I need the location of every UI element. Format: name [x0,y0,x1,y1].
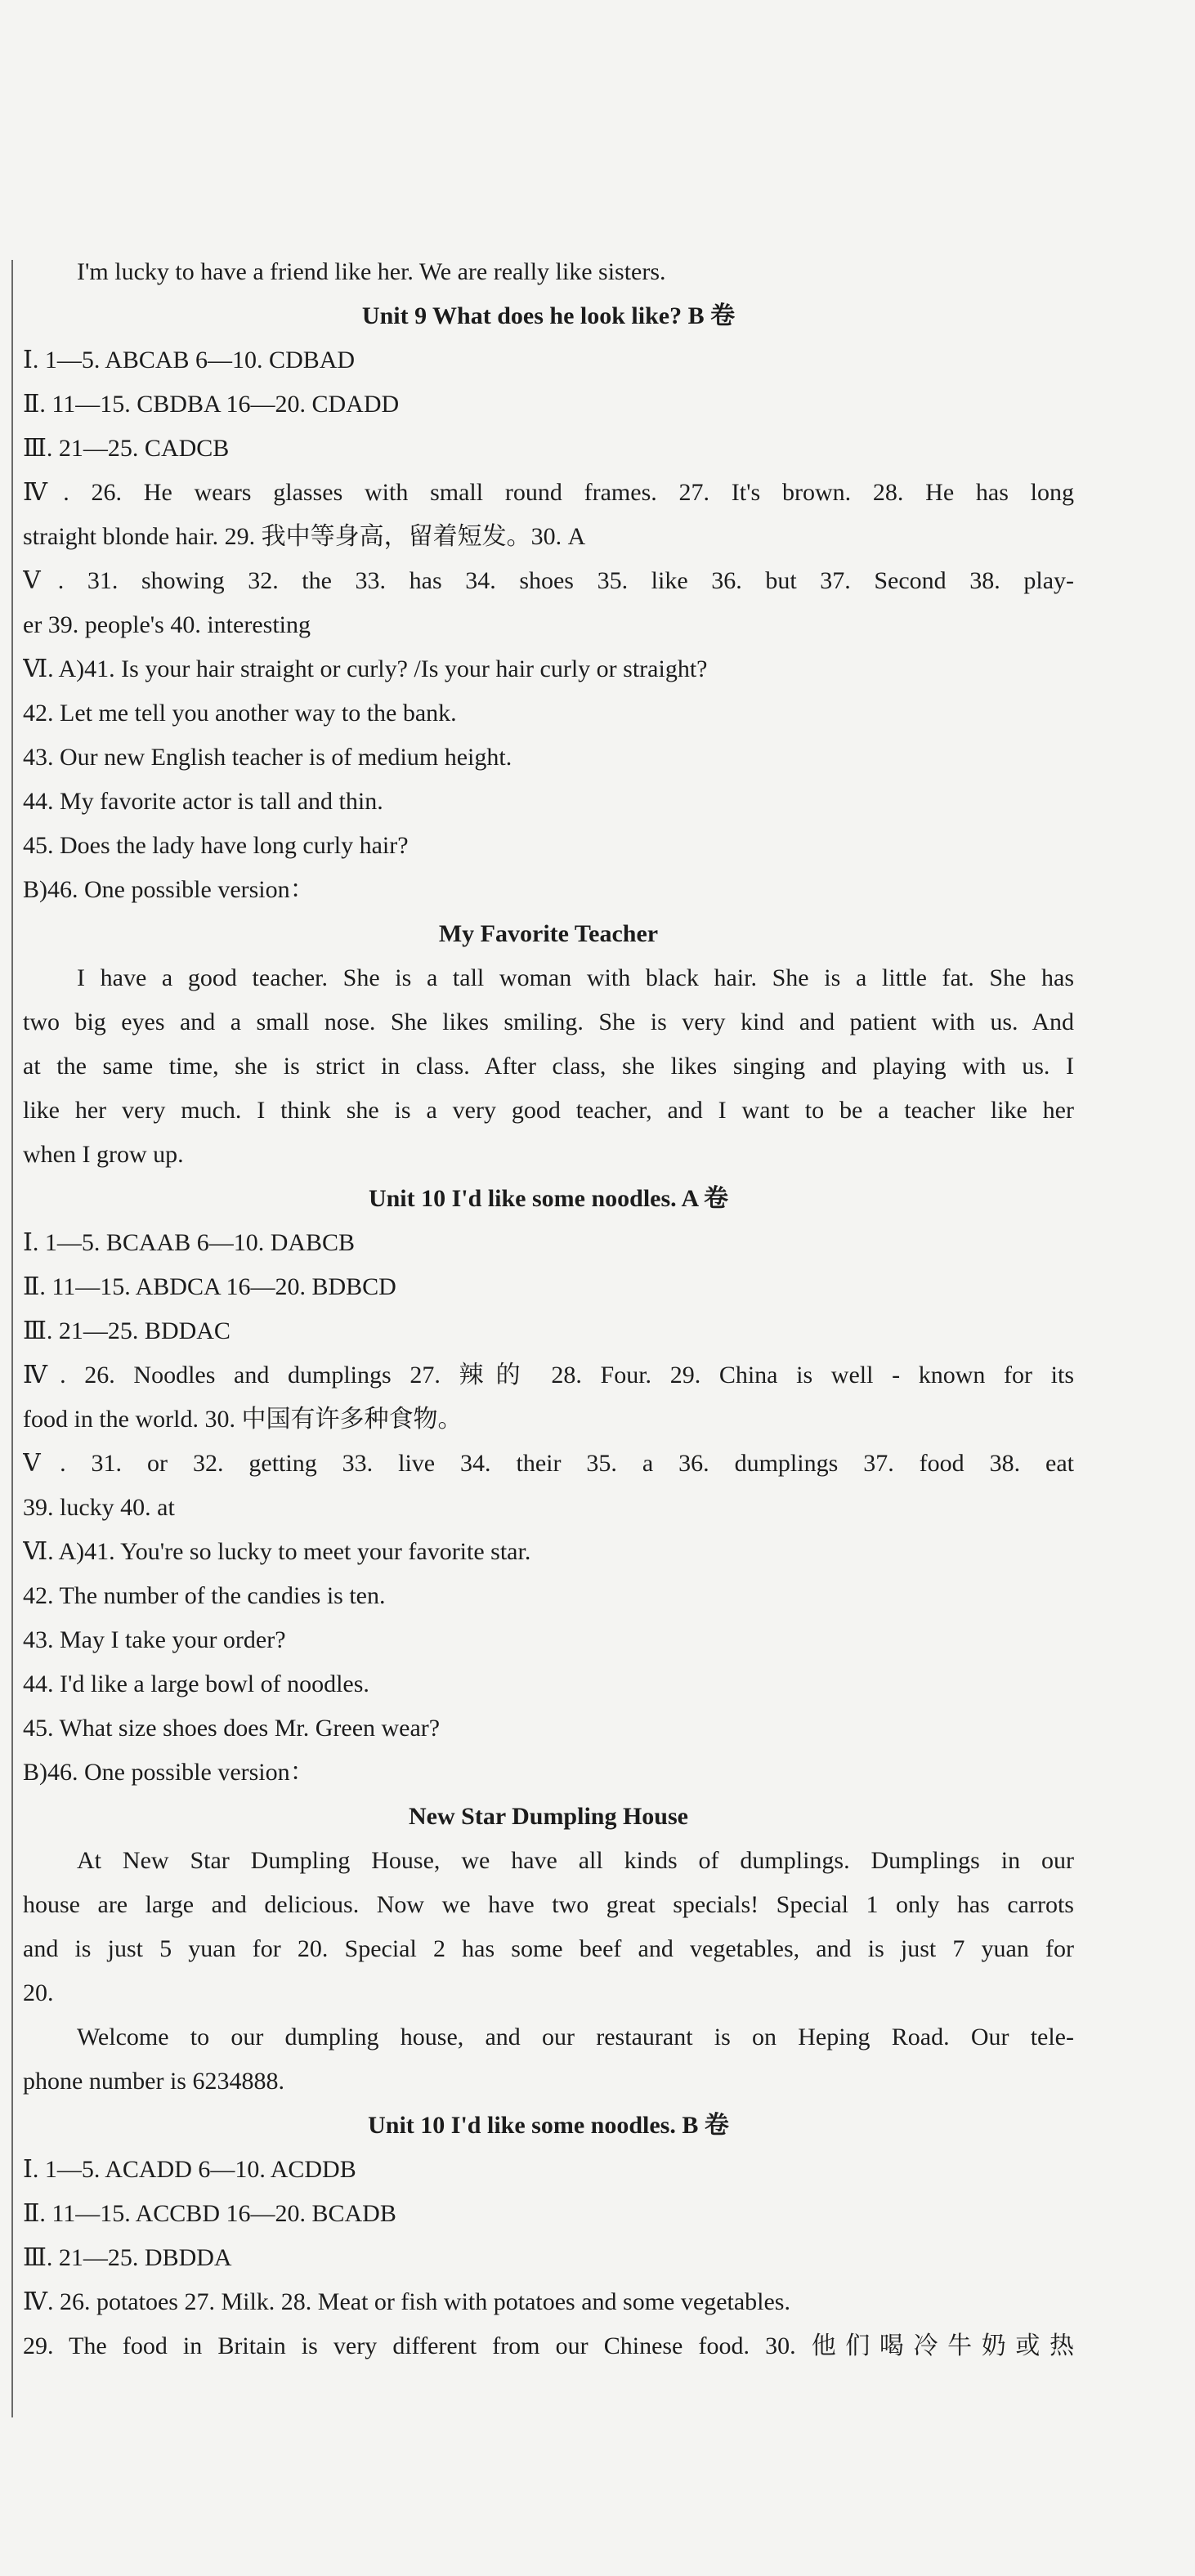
answer-line: 29. The food in Britain is very different from our Chinese food. 30. 他们喝冷牛奶或热 [23,2332,1074,2359]
text-line: I'm lucky to have a friend like her. We are really like sisters. [77,258,666,285]
essay-line: and is just 5 yuan for 20. Special 2 has some beef and vegetables, and is just 7 yuan for [23,1935,1074,1962]
answer-line: 44. I'd like a large bowl of noodles. [23,1670,369,1697]
essay-line: Welcome to our dumpling house, and our restaurant is on Heping Road. Our tele- [77,2024,1074,2051]
answer-line: Ⅱ. 11—15. CBDBA 16—20. CDADD [23,391,400,418]
answer-line: Ⅲ. 21—25. BDDAC [23,1317,230,1344]
essay-title-dumpling-house: New Star Dumpling House [409,1803,688,1830]
answer-line: 45. What size shoes does Mr. Green wear? [23,1715,441,1742]
page-margin-rule [11,260,13,2417]
answer-line: Ⅵ. A)41. You're so lucky to meet your favorite star. [23,1538,531,1565]
answer-line: Ⅰ. 1—5. ACADD 6—10. ACDDB [23,2156,356,2183]
answer-line: B)46. One possible version： [23,876,315,903]
answer-line: Ⅱ. 11—15. ACCBD 16—20. BCADB [23,2200,396,2227]
answer-line: straight blonde hair. 29. 我中等身高，留着短发。30. A [23,523,586,550]
essay-line: At New Star Dumpling House, we have all kinds of dumplings. Dumplings in our [77,1847,1074,1874]
answer-line: Ⅲ. 21—25. CADCB [23,435,230,462]
answer-line: Ⅰ. 1—5. ABCAB 6—10. CDBAD [23,347,356,373]
answer-line: Ⅳ. 26. He wears glasses with small round frames. 27. It's brown. 28. He has long [23,479,1074,506]
answer-line: er 39. people's 40. interesting [23,611,311,638]
answer-line: 43. May I take your order? [23,1626,286,1653]
answer-line: 42. The number of the candies is ten. [23,1582,386,1609]
answer-line: Ⅴ. 31. showing 32. the 33. has 34. shoes 35. like 36. but 37. Second 38. play- [23,567,1074,594]
answer-line: Ⅳ. 26. potatoes 27. Milk. 28. Meat or fish with potatoes and some vegetables. [23,2288,790,2315]
essay-title-favorite-teacher: My Favorite Teacher [438,920,659,947]
answer-line: 39. lucky 40. at [23,1494,175,1521]
answer-line: 42. Let me tell you another way to the bank. [23,700,457,727]
essay-line: I have a good teacher. She is a tall woman with black hair. She is a little fat. She has [77,964,1074,991]
essay-line: phone number is 6234888. [23,2068,284,2095]
essay-line: when I grow up. [23,1141,184,1168]
section-heading-unit9-b: Unit 9 What does he look like? B 卷 [361,302,736,329]
section-heading-unit10-b: Unit 10 I'd like some noodles. B 卷 [368,2112,729,2139]
answer-line: food in the world. 30. 中国有许多种食物。 [23,1406,463,1433]
answer-line: Ⅵ. A)41. Is your hair straight or curly? /Is your hair curly or straight? [23,655,708,682]
answer-line: B)46. One possible version： [23,1759,315,1786]
essay-line: two big eyes and a small nose. She likes smiling. She is very kind and patient with us. And [23,1008,1074,1035]
essay-line: house are large and delicious. Now we have two great specials! Special 1 only has carrots [23,1891,1074,1918]
section-heading-unit10-a: Unit 10 I'd like some noodles. A 卷 [368,1185,729,1212]
answer-line: 45. Does the lady have long curly hair? [23,832,409,859]
answer-line: Ⅰ. 1—5. BCAAB 6—10. DABCB [23,1229,356,1256]
essay-line: like her very much. I think she is a very good teacher, and I want to be a teacher like her [23,1097,1074,1124]
answer-line: Ⅲ. 21—25. DBDDA [23,2244,232,2271]
answer-line: Ⅱ. 11—15. ABDCA 16—20. BDBCD [23,1273,396,1300]
answer-line: Ⅳ. 26. Noodles and dumplings 27. 辣的 28. Four. 29. China is well - known for its [23,1362,1074,1389]
answer-key-text [23,250,1074,2368]
essay-line: at the same time, she is strict in class. After class, she likes singing and playing with us. I [23,1053,1074,1080]
essay-line: 20. [23,1979,54,2006]
answer-line: 43. Our new English teacher is of medium height. [23,744,512,771]
answer-line: 44. My favorite actor is tall and thin. [23,788,383,815]
answer-line: Ⅴ. 31. or 32. getting 33. live 34. their 35. a 36. dumplings 37. food 38. eat [23,1450,1074,1477]
